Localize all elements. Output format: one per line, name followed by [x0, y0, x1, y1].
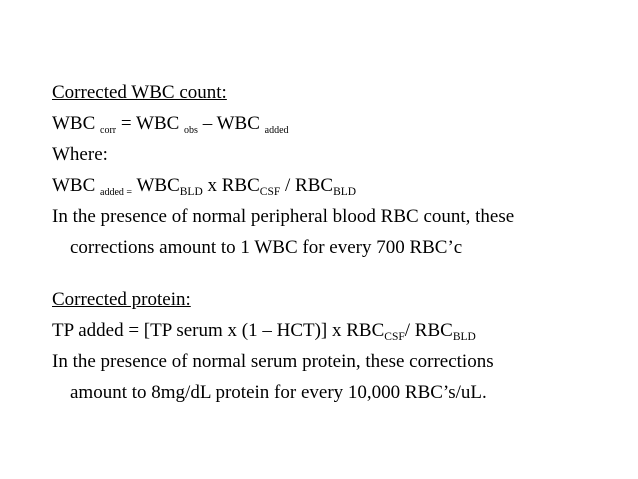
formula-subscript: corr [100, 125, 117, 136]
formula-text: / RBC [404, 320, 453, 341]
formula-subscript: CSF [384, 331, 405, 343]
wbc-note-line-1: In the presence of normal peripheral blood RBC count, these [52, 206, 515, 227]
wbc-heading: Corrected WBC count: [52, 82, 227, 103]
wbc-added-formula [52, 175, 356, 200]
formula-subscript: BLD [179, 186, 203, 198]
formula-subscript: added = [100, 187, 133, 198]
formula-subscript: CSF [259, 186, 281, 198]
formula-subscript: added [264, 125, 289, 136]
where-label: Where: [52, 144, 108, 165]
wbc-note-line-2: corrections amount to 1 WBC for every 700 RBC’c [70, 237, 463, 258]
formula-text: – WBC [197, 113, 265, 134]
formula-text: TP added = [TP serum x (1 – HCT)] x RBC [52, 320, 385, 341]
formula-subscript: BLD [452, 331, 476, 343]
protein-formula [52, 320, 476, 344]
formula-text: WBC [52, 175, 101, 196]
formula-subscript: BLD [333, 186, 357, 198]
protein-note-line-1: In the presence of normal serum protein, these corrections [52, 351, 494, 372]
protein-heading: Corrected protein: [52, 289, 191, 310]
formula-text: = WBC [116, 113, 185, 134]
wbc-corr-formula [52, 113, 289, 138]
protein-note-line-2: amount to 8mg/dL protein for every 10,000 RBC’s/uL. [70, 382, 487, 403]
formula-text: WBC [52, 113, 101, 134]
formula-subscript: obs [184, 125, 198, 136]
formula-text: / RBC [280, 175, 334, 196]
formula-text: x RBC [202, 175, 260, 196]
formula-text: WBC [132, 175, 180, 196]
